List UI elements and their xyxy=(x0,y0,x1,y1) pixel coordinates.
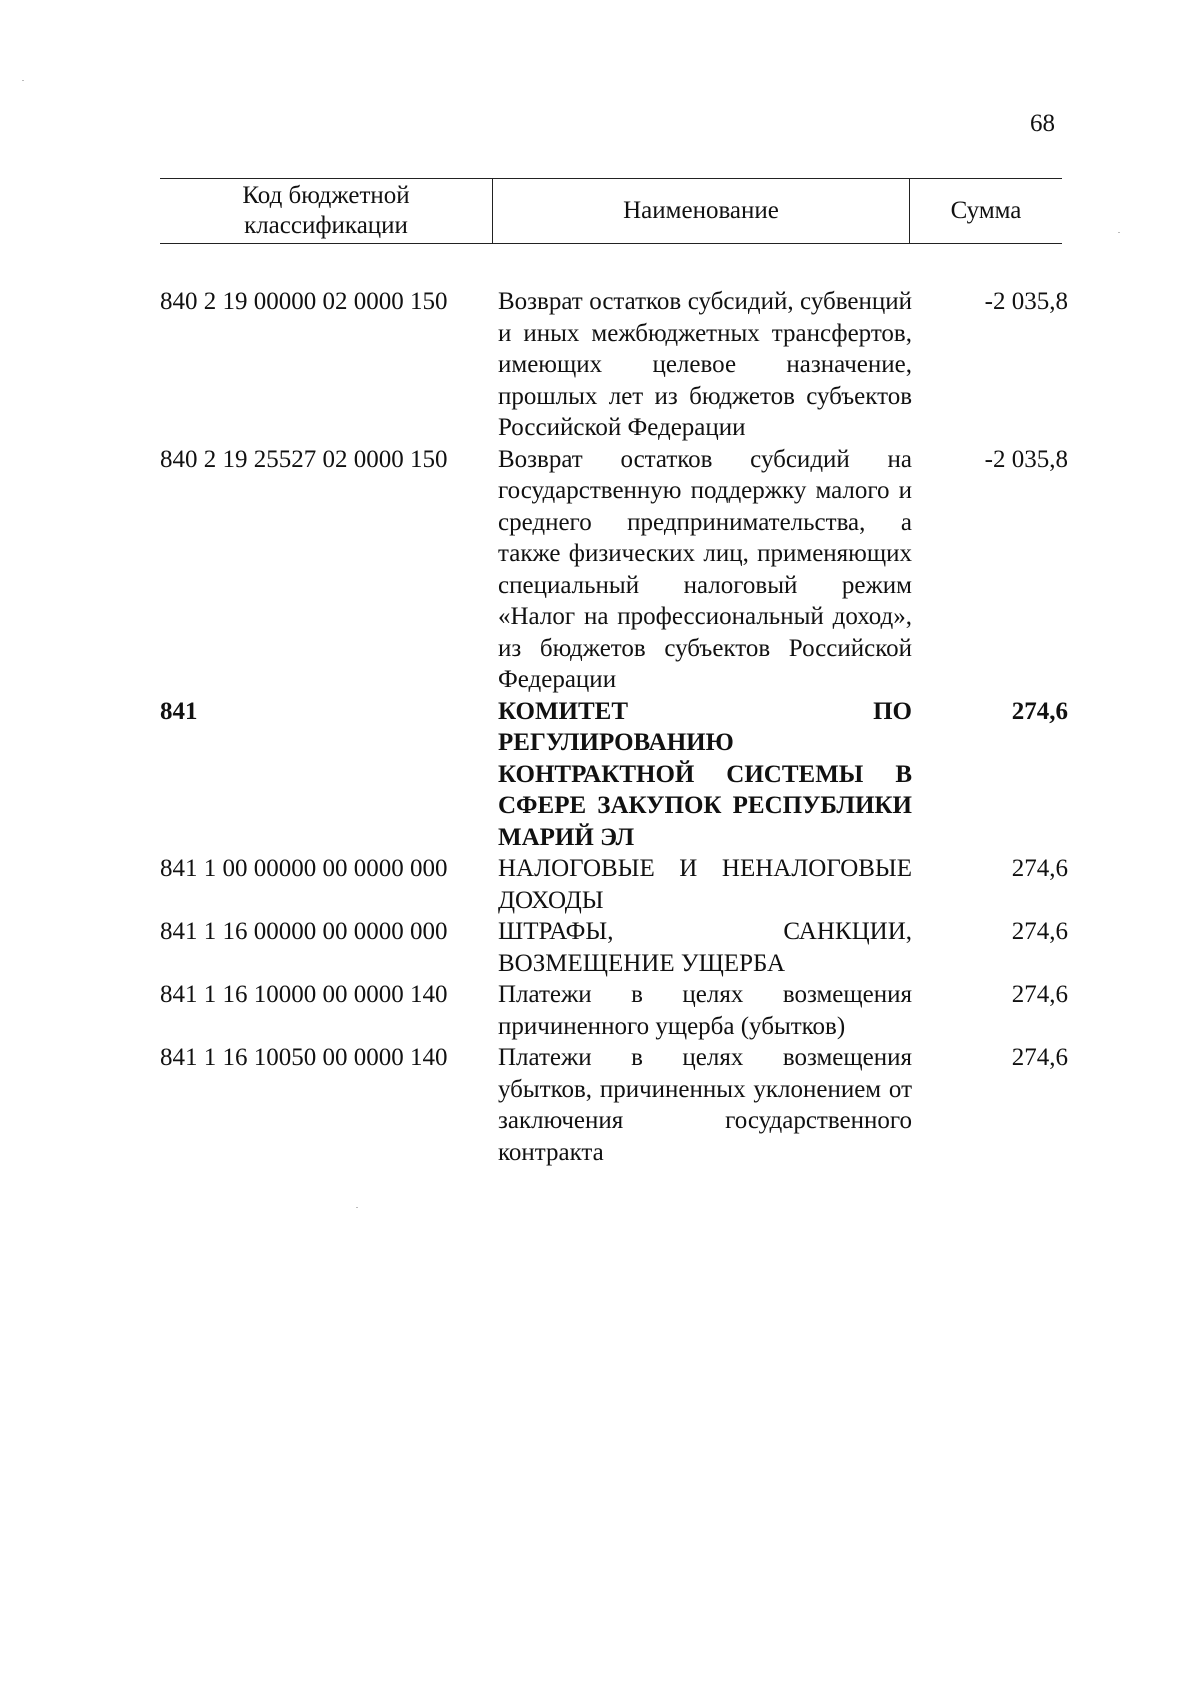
row-sum: 274,6 xyxy=(1011,697,1068,725)
table-row xyxy=(160,916,1070,979)
row-name: Возврат остатков субсидий на государственную поддержку малого и среднего предпринимательства, а также физических лиц, применяющих специальный налоговый режим «Налог на профессиональный доход», из бюджетов субъектов Российской Федерации xyxy=(498,445,912,693)
row-sum: -2 035,8 xyxy=(984,288,1068,315)
table-row xyxy=(160,696,1070,854)
row-code: 841 1 00 00000 00 0000 000 xyxy=(160,855,448,882)
table-row xyxy=(160,444,1070,696)
table-row xyxy=(160,853,1070,916)
table-body xyxy=(160,286,1070,1168)
header-sum: Сумма xyxy=(950,197,1022,224)
row-name: ШТРАФЫ, САНКЦИИ, ВОЗМЕЩЕНИЕ УЩЕРБА xyxy=(498,918,912,977)
row-code: 841 1 16 00000 00 0000 000 xyxy=(160,918,448,945)
table-row xyxy=(160,979,1070,1042)
table-header xyxy=(160,178,1062,244)
row-name: Платежи в целях возмещения причиненного ущерба (убытков) xyxy=(498,981,912,1040)
row-code: 841 1 16 10050 00 0000 140 xyxy=(160,1044,448,1071)
scan-speck xyxy=(1118,232,1120,233)
header-code: Код бюджетной классификации xyxy=(242,182,410,239)
scan-speck xyxy=(22,80,24,81)
row-code: 841 1 16 10000 00 0000 140 xyxy=(160,981,448,1008)
table-row xyxy=(160,1042,1070,1168)
row-name: Возврат остатков субсидий, субвенций и иных межбюджетных трансфертов, имеющих целевое назначение, прошлых лет из бюджетов субъектов Российской Федерации xyxy=(498,288,912,441)
row-sum: 274,6 xyxy=(1011,1044,1068,1071)
row-sum: 274,6 xyxy=(1011,855,1068,882)
scan-speck xyxy=(356,1207,358,1208)
row-name: КОМИТЕТ ПО РЕГУЛИРОВАНИЮ КОНТРАКТНОЙ СИСТЕМЫ В СФЕРЕ ЗАКУПОК РЕСПУБЛИКИ МАРИЙ ЭЛ xyxy=(498,697,912,851)
header-name: Наименование xyxy=(492,179,910,243)
table-row xyxy=(160,286,1070,444)
page-number: 68 xyxy=(1030,110,1055,137)
row-sum: 274,6 xyxy=(1011,981,1068,1008)
row-name: НАЛОГОВЫЕ И НЕНАЛОГОВЫЕ ДОХОДЫ xyxy=(498,855,912,914)
row-sum: 274,6 xyxy=(1011,918,1068,945)
row-name: Платежи в целях возмещения убытков, причиненных уклонением от заключения государственного контракта xyxy=(498,1044,912,1166)
row-code: 841 xyxy=(160,697,198,725)
row-code: 840 2 19 00000 02 0000 150 xyxy=(160,288,448,315)
row-sum: -2 035,8 xyxy=(984,445,1068,473)
row-code: 840 2 19 25527 02 0000 150 xyxy=(160,445,448,473)
